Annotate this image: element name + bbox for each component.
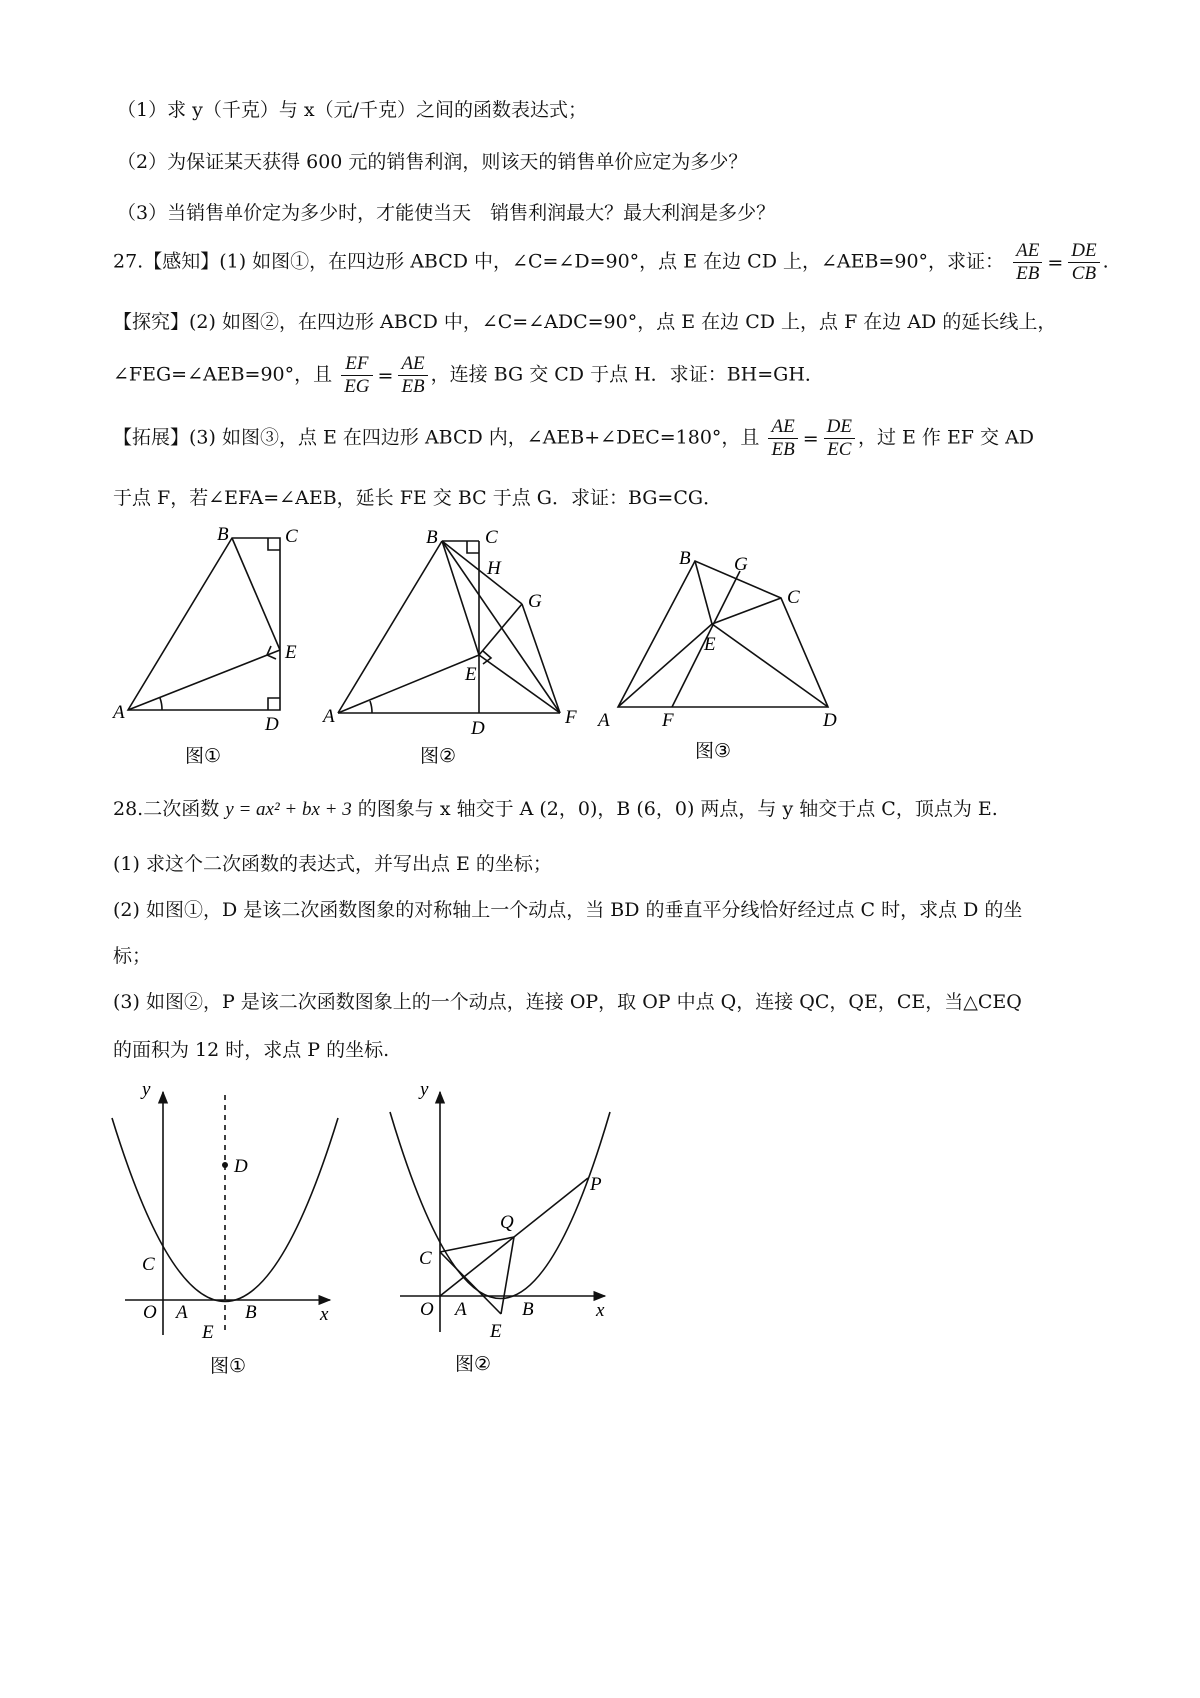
p2-label-a: A (455, 1299, 467, 1320)
question-26-part3: （3）当销售单价定为多少时，才能使当天 销售利润最大？最大利润是多少？ (117, 202, 776, 224)
p1-label-e: E (202, 1322, 214, 1343)
p2-caption: 图② (455, 1353, 492, 1375)
point-d-marker (222, 1162, 228, 1168)
g2-label-b: B (426, 527, 438, 548)
quadratic-formula: y = ax² + bx + 3 (225, 799, 352, 820)
fraction-ef-eg: $\frac{EF}{EG}$ (341, 353, 372, 398)
question-27-perception-text: 27.【感知】(1) 如图①，在四边形 ABCD 中，∠C=∠D=90°，点 E 在边 CD 上，∠AEB=90°，求证： (113, 250, 1005, 273)
g2-label-c: C (485, 527, 498, 548)
figure-geometry-3 (590, 535, 850, 765)
p1-label-x: x (320, 1304, 329, 1325)
fraction-de-ec: $\frac{DE}{EC}$ (824, 416, 855, 461)
g2-label-d: D (471, 718, 485, 739)
p2-label-c: C (419, 1248, 432, 1269)
question-28-part3-cont: 的面积为 12 时，求点 P 的坐标. (113, 1039, 390, 1061)
g2-label-e: E (465, 664, 477, 685)
p2-label-x: x (596, 1300, 605, 1321)
g2-caption: 图② (420, 745, 457, 765)
question-27-extend-cont: 于点 F，若∠EFA=∠AEB，延长 FE 交 BC 于点 G．求证：BG=CG． (113, 487, 723, 509)
fraction-ae-eb-3: $\frac{AE}{EB}$ (768, 416, 797, 461)
g2-label-h: H (487, 558, 501, 579)
fraction-de-cb: $\frac{DE}{CB}$ (1068, 240, 1099, 285)
p2-label-y: y (420, 1080, 429, 1100)
figure-geometry-1 (100, 520, 300, 765)
question-27-extend: 【拓展】(3) 如图③，点 E 在四边形 ABCD 内，∠AEB+∠DEC=180°，且 $\frac{AE}{EB}$ = $\frac{DE}{EC}$ ，过 E 作 EF 交 AD (113, 416, 1035, 460)
g3-label-f: F (662, 710, 674, 731)
g1-label-d: D (265, 714, 279, 735)
figure-parabola-1 (100, 1080, 360, 1380)
p1-label-c: C (142, 1254, 155, 1275)
p1-label-b: B (245, 1302, 257, 1323)
question-27-perception: 27.【感知】(1) 如图①，在四边形 ABCD 中，∠C=∠D=90°，点 E 在边 CD 上，∠AEB=90°，求证： $\frac{AE}{EB}$ = $\frac{DE}{CB}$ . (113, 240, 1109, 284)
question-28-part2: (2) 如图①，D 是该二次函数图象的对称轴上一个动点，当 BD 的垂直平分线恰好经过点 C 时，求点 D 的坐 (113, 899, 1023, 921)
question-28-part3: (3) 如图②，P 是该二次函数图象上的一个动点，连接 OP，取 OP 中点 Q，连接 QC，QE，CE，当△CEQ (113, 991, 1022, 1013)
g2-label-f: F (565, 707, 577, 728)
g3-label-d: D (823, 710, 837, 731)
g1-label-b: B (217, 524, 229, 545)
question-26-part2: （2）为保证某天获得 600 元的销售利润，则该天的销售单价应定为多少？ (117, 151, 748, 173)
g3-label-b: B (679, 548, 691, 569)
figure-geometry-2 (315, 520, 585, 765)
p1-label-y: y (142, 1080, 151, 1100)
fraction-ae-eb-2: $\frac{AE}{EB}$ (398, 353, 427, 398)
question-26-part1: （1）求 y（千克）与 x（元/千克）之间的函数表达式； (117, 99, 588, 121)
g1-label-c: C (285, 526, 298, 547)
p2-label-o: O (420, 1299, 434, 1320)
fraction-ae-eb: $\frac{AE}{EB}$ (1013, 240, 1042, 285)
question-27-explore-cont: ∠FEG=∠AEB=90°，且 $\frac{EF}{EG}$ = $\frac{AE}{EB}$ ，连接 BG 交 CD 于点 H．求证：BH=GH． (113, 353, 824, 397)
g2-label-a: A (323, 706, 335, 727)
p1-label-a: A (176, 1302, 188, 1323)
p2-label-p: P (590, 1174, 602, 1195)
g3-label-a: A (598, 710, 610, 731)
p1-label-o: O (143, 1302, 157, 1323)
p1-label-d: D (234, 1156, 248, 1177)
question-28-part1: (1) 求这个二次函数的表达式，并写出点 E 的坐标； (113, 853, 552, 875)
figure-parabola-2 (380, 1080, 620, 1375)
g3-caption: 图③ (695, 740, 732, 762)
p2-label-e: E (490, 1321, 502, 1342)
g3-label-e: E (704, 634, 716, 655)
question-28-intro: 28.二次函数 y = ax² + bx + 3 的图象与 x 轴交于 A (2，0)，B (6，0) 两点，与 y 轴交于点 C，顶点为 E. (113, 798, 998, 820)
g1-label-e: E (285, 642, 297, 663)
p2-label-b: B (522, 1299, 534, 1320)
g3-label-g: G (734, 554, 748, 575)
p1-caption: 图① (210, 1355, 247, 1377)
g3-label-c: C (787, 587, 800, 608)
p2-label-q: Q (500, 1212, 514, 1233)
g1-label-a: A (113, 702, 125, 723)
question-27-explore: 【探究】(2) 如图②，在四边形 ABCD 中，∠C=∠ADC=90°，点 E 在边 CD 上，点 F 在边 AD 的延长线上， (113, 311, 1057, 333)
g2-label-g: G (528, 591, 542, 612)
question-28-part2-cont: 标； (113, 945, 152, 967)
g1-caption: 图① (185, 745, 222, 765)
